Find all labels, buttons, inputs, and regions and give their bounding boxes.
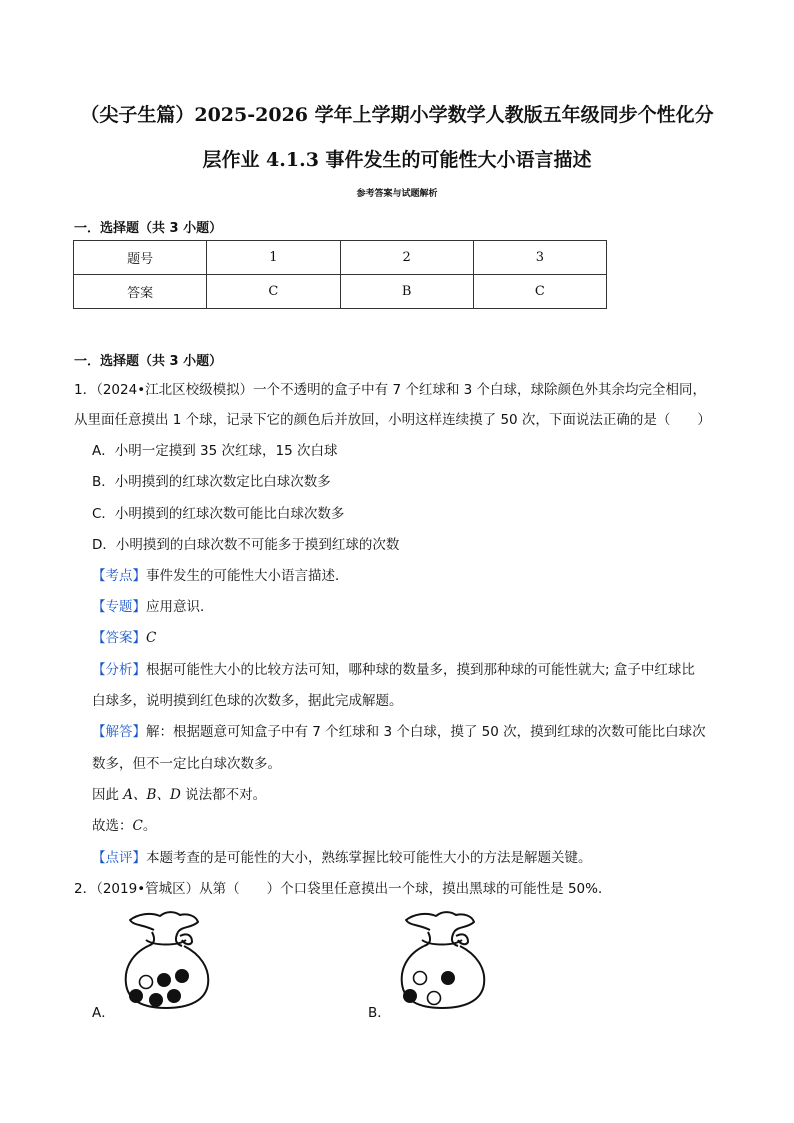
zhuanti-text: 应用意识．	[146, 599, 214, 615]
question-2-line-1: 2．（2019•管城区）从第（ ）个口袋里任意摸出一个球，摸出黑球的可能性是 50%．	[74, 881, 612, 897]
fenxi-line-1	[92, 660, 695, 680]
jieda-line-1	[92, 722, 706, 742]
table-cell-label: 题号	[74, 241, 207, 275]
table-cell-number: 3	[473, 241, 606, 275]
black-ball	[441, 971, 455, 985]
daan-text: C	[146, 630, 157, 646]
white-ball	[428, 992, 441, 1005]
table-row-answers	[74, 275, 607, 309]
conclusion-line	[92, 785, 266, 805]
kaodian-tag: 【考点】	[92, 568, 146, 584]
table-cell-label: 答案	[74, 275, 207, 309]
table-cell-answer: B	[340, 275, 473, 309]
question-2-option-a: A．	[92, 1005, 115, 1021]
black-ball	[149, 993, 163, 1007]
document-title-line-2: 层作业 4.1.3 事件发生的可能性大小语言描述	[202, 149, 592, 171]
fenxi-line-2: 白球多，说明摸到红色球的次数多，据此完成解题。	[92, 693, 403, 709]
choice-prefix: 故选：	[92, 818, 133, 834]
black-ball	[157, 973, 171, 987]
document-subtitle: 参考答案与试题解析	[356, 189, 438, 199]
choice-suffix: 。	[142, 818, 157, 834]
dianping-tag: 【点评】	[92, 850, 146, 866]
question-1-option-a: A．小明一定摸到 35 次红球，15 次白球	[92, 443, 338, 459]
table-cell-number: 2	[340, 241, 473, 275]
jieda-text-1: 解：根据题意可知盒子中有 7 个红球和 3 个白球，摸了 50 次，摸到红球的次数可能比白球次	[146, 724, 706, 740]
document-title-line-1: （尖子生篇）2025-2026 学年上学期小学数学人教版五年级同步个性化分	[80, 104, 714, 126]
answer-table	[73, 240, 607, 309]
black-ball	[403, 989, 417, 1003]
question-2-option-b: B．	[368, 1005, 391, 1021]
table-row-numbers	[74, 241, 607, 275]
black-ball	[167, 989, 181, 1003]
zhuanti-tag: 【专题】	[92, 599, 146, 615]
white-ball	[414, 972, 427, 985]
bag-b-balls	[403, 971, 455, 1005]
jieda-line-2: 数多，但不一定比白球次数多。	[92, 756, 281, 772]
fenxi-tag: 【分析】	[92, 662, 146, 678]
conclusion-letters: A、B、D	[123, 787, 181, 803]
dianping-line	[92, 848, 592, 868]
question-1-option-b: B．小明摸到的红球次数定比白球次数多	[92, 474, 331, 490]
dianping-text: 本题考查的是可能性的大小，熟练掌握比较可能性大小的方法是解题关键。	[146, 850, 592, 866]
table-cell-answer: C	[207, 275, 340, 309]
choice-letter: C	[132, 818, 143, 834]
jieda-tag: 【解答】	[92, 724, 146, 740]
conclusion-prefix: 因此	[92, 787, 124, 803]
fenxi-text-1: 根据可能性大小的比较方法可知，哪种球的数量多，摸到那种球的可能性就大; 盒子中红球比	[146, 662, 695, 678]
black-ball	[175, 969, 189, 983]
bag-b-image	[388, 910, 498, 1022]
question-1-line-1: 1．（2024•江北区校级模拟）一个不透明的盒子中有 7 个红球和 3 个白球，球除颜色外其余均完全相同，	[74, 382, 707, 398]
white-ball	[140, 976, 153, 989]
section-heading-solutions: 一．选择题（共 3 小题）	[74, 354, 223, 369]
choice-line	[92, 816, 156, 836]
daan-tag: 【答案】	[92, 630, 146, 646]
kaodian-line	[92, 566, 349, 586]
table-cell-number: 1	[207, 241, 340, 275]
daan-line	[92, 628, 156, 648]
kaodian-text: 事件发生的可能性大小语言描述．	[146, 568, 349, 584]
black-ball	[129, 989, 143, 1003]
question-1-line-2: 从里面任意摸出 1 个球，记录下它的颜色后并放回，小明这样连续摸了 50 次，下面说法正确的是（ ）	[74, 412, 711, 428]
conclusion-suffix: 说法都不对。	[180, 787, 267, 803]
zhuanti-line	[92, 597, 214, 617]
section-heading-answers: 一．选择题（共 3 小题）	[74, 221, 223, 236]
table-cell-answer: C	[473, 275, 606, 309]
bag-a-balls	[129, 969, 189, 1007]
question-1-option-d: D．小明摸到的白球次数不可能多于摸到红球的次数	[92, 537, 400, 553]
question-1-option-c: C．小明摸到的红球次数可能比白球次数多	[92, 506, 345, 522]
bag-a-image	[112, 910, 222, 1022]
